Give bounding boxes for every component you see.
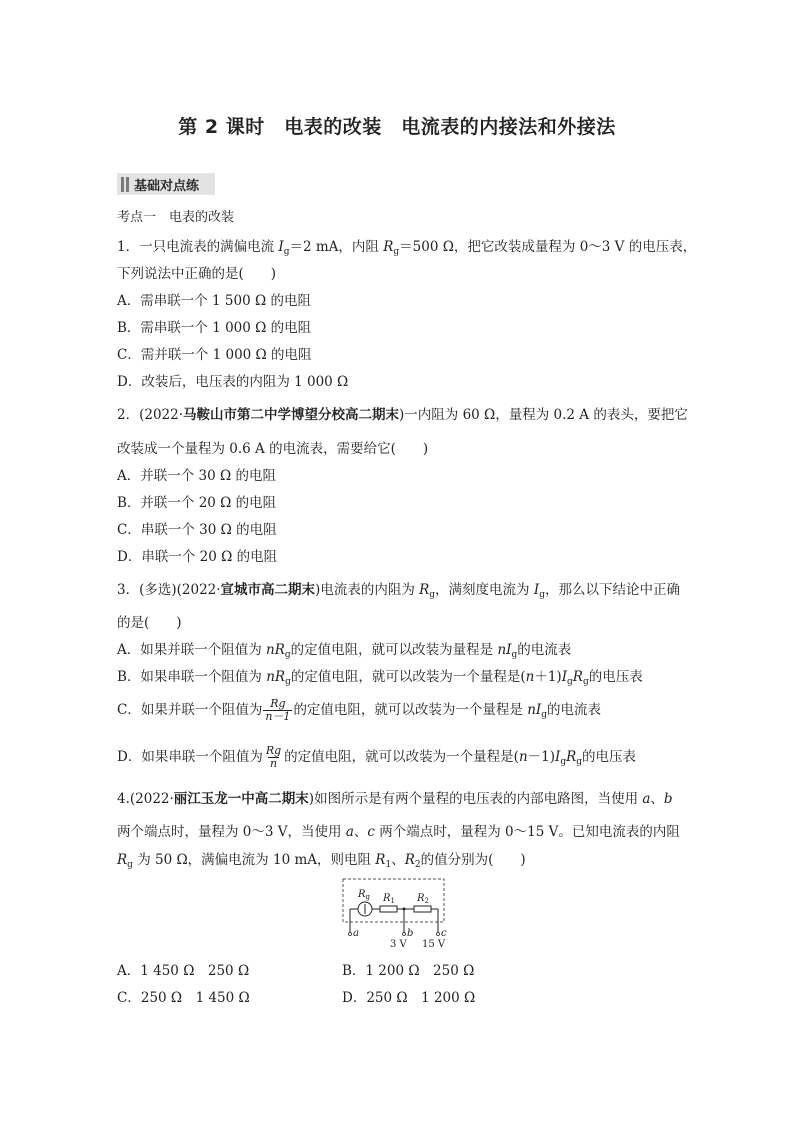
tag-bars-decoration	[121, 177, 129, 192]
q2-line1: 2．(2022·马鞍山市第二中学博望分校高二期末)一内阻为 60 Ω，量程为 0.2 A 的表头，要把它	[117, 407, 688, 423]
q2-line2: 改装成一个量程为 0.6 A 的电流表，需要给它( )	[117, 441, 429, 457]
terminal-b	[403, 933, 406, 936]
page-title: 第 2 课时 电表的改装 电流表的内接法和外接法	[178, 116, 616, 138]
q3-line2: 的是( )	[117, 615, 182, 631]
q2-option-b: B．并联一个 20 Ω 的电阻	[117, 495, 277, 511]
q2-option-d: D．串联一个 20 Ω 的电阻	[117, 549, 278, 565]
q1-line2: 下列说法中正确的是( )	[117, 266, 277, 282]
q4-option-a: A．1 450 Ω 250 Ω	[117, 963, 250, 979]
range-15v-label: 15 V	[422, 939, 446, 950]
q3-source: 宣城市高二期末	[220, 582, 316, 598]
terminal-b-label: b	[407, 928, 414, 939]
terminal-a-label: a	[353, 928, 359, 939]
q3-option-c: C．如果并联一个阻值为 $\frac{Rg}{n-1}$ 的定值电阻，就可以改装为一个量程是 $nI_g$的电流表	[117, 697, 602, 723]
q1-option-a: A．需串联一个 1 500 Ω 的电阻	[117, 293, 311, 309]
q4-line2: 两个端点时，量程为 0～3 V，当使用 a、c 两个端点时，量程为 0～15 V。已知电流表的内阻	[117, 824, 680, 840]
q4-source: 丽江玉龙一中高二期末	[173, 791, 309, 807]
q2-option-a: A．并联一个 30 Ω 的电阻	[117, 468, 276, 484]
q3-option-b: B．如果串联一个阻值为 $nR_g$的定值电阻，就可以改装为一个量程是$(n+1)I_gR_g$的电压表	[117, 669, 643, 687]
r2-label: $R_2$	[417, 893, 429, 905]
q3-option-a: A．如果并联一个阻值为 $nR_g$的定值电阻，就可以改装为量程是 $nI_g$的电流表	[117, 642, 572, 660]
q1-line1: 1．一只电流表的满偏电流 $I_g=2$ mA，内阻 $R_g=500$ Ω，把它改装成量程为 0～3 V 的电压表，	[117, 239, 697, 257]
section-tag-label: 基础对点练	[134, 178, 200, 194]
q4-option-d: D．250 Ω 1 200 Ω	[342, 990, 476, 1006]
q1-option-c: C．需并联一个 1 000 Ω 的电阻	[117, 347, 312, 363]
section-tag	[117, 173, 215, 195]
terminal-c	[437, 933, 440, 936]
fraction: $\frac{Rg}{n-1}$	[265, 697, 291, 723]
rg-label: $R_g$	[358, 889, 371, 901]
q4-line3: $R_g$ 为 50 Ω，满偏电流为 10 mA，则电阻 $R_1$、$R_2$的值分别为( )	[117, 852, 526, 870]
q1-option-d: D．改装后，电压表的内阻为 1 000 Ω	[117, 374, 349, 390]
q1-option-b: B．需串联一个 1 000 Ω 的电阻	[117, 320, 312, 336]
terminal-a	[349, 933, 352, 936]
fraction: $\frac{Rg}{n}$	[265, 744, 282, 770]
r1-label: $R_1$	[383, 893, 395, 905]
circuit-diagram	[336, 876, 460, 952]
terminal-c-label: c	[441, 928, 447, 939]
q4-option-c: C．250 Ω 1 450 Ω	[117, 990, 250, 1006]
q4-line1: 4.(2022·丽江玉龙一中高二期末)如图所示是有两个量程的电压表的内部电路图，当使用 a、b	[117, 791, 673, 807]
range-3v-label: 3 V	[390, 939, 407, 950]
q3-line1: 3．(多选)(2022·宣城市高二期末)电流表的内阻为 $R_g$，满刻度电流为 $I_g$，那么以下结论中正确	[117, 582, 680, 600]
resistor-r1	[380, 906, 397, 912]
resistor-r2	[414, 906, 431, 912]
q3-option-d: D．如果串联一个阻值为 $\frac{Rg}{n}$ 的定值电阻，就可以改装为一个量程是$(n-1)I_gR_g$的电压表	[117, 744, 637, 770]
q2-source: 马鞍山市第二中学博望分校高二期末	[183, 407, 400, 423]
q4-option-b: B．1 200 Ω 250 Ω	[342, 963, 475, 979]
topic-heading: 考点一 电表的改装	[117, 210, 235, 225]
q2-option-c: C．串联一个 30 Ω 的电阻	[117, 522, 277, 538]
